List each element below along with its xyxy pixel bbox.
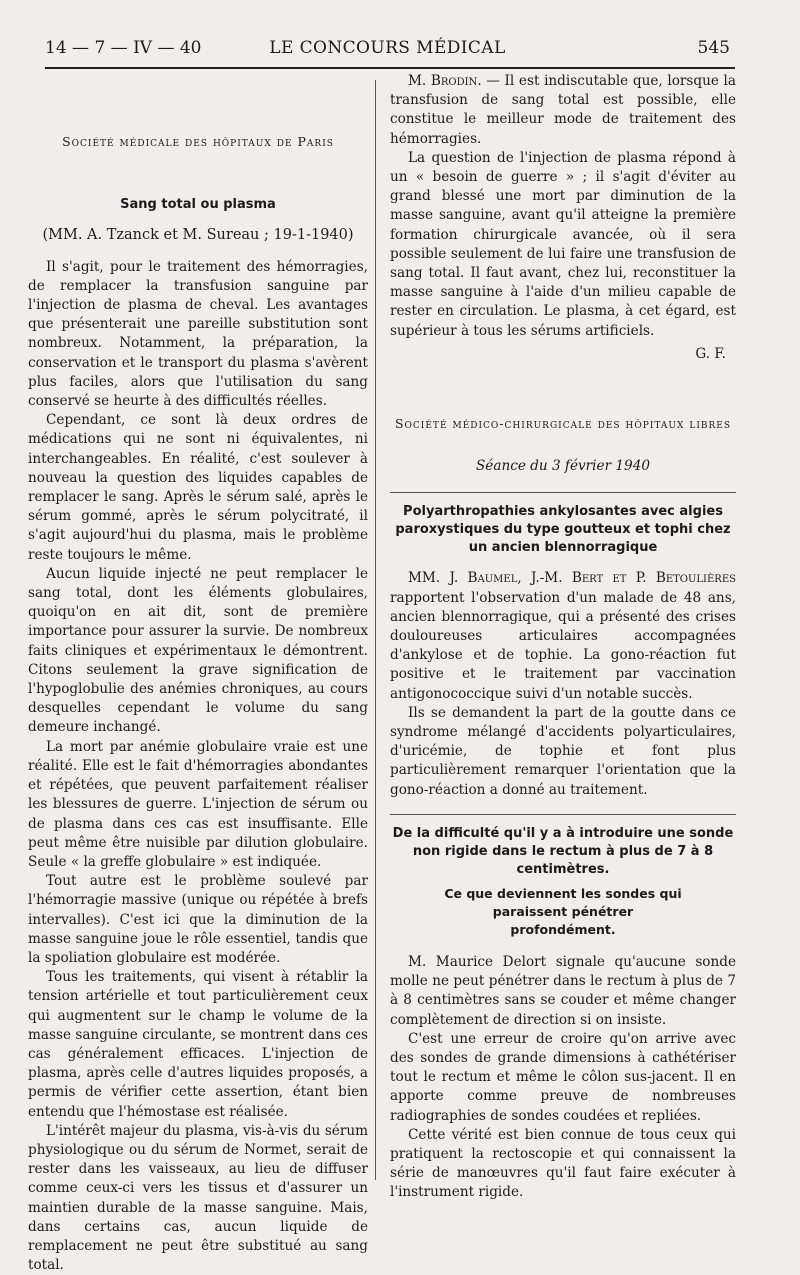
left-column	[28, 72, 368, 1275]
paragraph: Aucun liquide injecté ne peut remplacer le sang total, dont les éléments globulaires, quoiqu'on en ait dit, sont de première importance pour assurer la survie. De nombreux faits cliniques et expérimentaux le démontrent. Citons seulement la grave signification de l'hypoglobulie des anémies chroniques, au cours desquelles cependant le volume du sang demeure inchangé.	[28, 565, 368, 736]
issue-date: 14 — 7 — IV — 40	[45, 38, 202, 58]
paragraph: Cependant, ce sont là deux ordres de médications qui ne sont ni équivalentes, ni interchangeables. En réalité, c'est soulever à nouveau la question des liquides capables de remplacer le sang. Après le sérum salé, après le sérum gommé, après le sérum polycitraté, il s'agit aujourd'hui du plasma, mais le problème reste toujours le même.	[28, 412, 368, 563]
society-heading: Société médicale des hôpitaux de Paris	[62, 134, 334, 149]
paragraph: Tous les traitements, qui visent à rétablir la tension artérielle et tout particulièrement ceux qui augmentent sur le champ le volume de la masse sanguine circulante, se montrent dans ces cas généralement efficaces. L'injection de plasma, après celle d'autres liquides proposés, a permis de vérifier cette assertion, étant bien entendu que l'hémostase est réalisée.	[28, 969, 368, 1120]
article-title: Polyarthropathies ankylosantes avec algies paroxystiques du type goutteux et tophi chez un ancien blennorragique	[395, 504, 731, 556]
header-rule	[45, 67, 735, 69]
speaker-text: — Il est indiscutable que, lorsque la transfusion de sang total est possible, elle constitue le meilleur mode de traitement des hémorragies.	[390, 73, 736, 147]
section-rule	[390, 814, 736, 815]
paragraph: La mort par anémie globulaire vraie est une réalité. Elle est le fait d'hémorragies abondantes et répétées, que peuvent parfaitement réaliser les blessures de guerre. L'injection de sérum ou de plasma dans ces cas est insuffisante. Elle peut même être nuisible par dilution globulaire. Seule « la greffe globulaire » est indiquée.	[28, 738, 368, 870]
right-column	[390, 72, 736, 1203]
column-divider	[375, 80, 376, 1180]
paragraph: Tout autre est le problème soulevé par l'hémorragie massive (unique ou répétée à brefs intervalles). C'est ici que la diminution de la masse sanguine joue le rôle essentiel, tandis que la spoliation globulaire est modérée.	[28, 873, 368, 966]
session-date: Séance du 3 février 1940	[475, 458, 650, 475]
page-number: 545	[697, 38, 730, 58]
paragraph: La question de l'injection de plasma répond à un « besoin de guerre » ; il s'agit d'éviter au grand blessé une mort par diminution de la masse sanguine, avant qu'il atteigne la première formation chirurgicale avancée, où il sera possible seulement de lui faire une transfusion de sang total. Il faut avant, chez lui, reconstituer la masse sanguine à l'aide d'un milieu capable de rester en circulation. Le plasma, à cet égard, est supérieur à tous les sérums artificiels.	[390, 149, 736, 339]
paragraph: Il s'agit, pour le traitement des hémorragies, de remplacer la transfusion sanguine par l'injection de plasma de cheval. Les avantages que présenterait une pareille substitution sont nombreux. Notamment, la préparation, la conservation et le transport du plasma s'avèrent plus faciles, alors que l'utilisation du sang conservé se heurte à des difficultés réelles.	[28, 258, 368, 410]
journal-title: LE CONCOURS MÉDICAL	[269, 38, 506, 58]
paragraph: Cette vérité est bien connue de tous ceux qui pratiquent la rectoscopie et qui connaissent la série de manœuvres qu'il faut faire exécuter à l'instrument rigide.	[390, 1126, 736, 1201]
article-title: Sang total ou plasma	[120, 197, 276, 213]
signature: G. F.	[695, 345, 726, 362]
paragraph	[390, 72, 736, 149]
speaker-name: M. Brodin.	[408, 73, 482, 89]
page-header	[45, 38, 730, 64]
section-rule	[390, 492, 736, 493]
article-title: De la difficulté qu'il y a à introduire une sonde non rigide dans le rectum à plus de 7 à 8 centimètres.	[392, 825, 734, 877]
article-authors: M. Maurice Delort	[408, 953, 547, 970]
paragraph: L'intérêt majeur du plasma, vis-à-vis du sérum physiologique ou du sérum de Normet, serait de rester dans les vaisseaux, au lieu de diffuser comme ceux-ci vers les tissus et d'assurer un maintien durable de la masse sanguine. Mais, dans certains cas, aucun liquide de remplacement ne peut être substitué au sang total.	[28, 1122, 368, 1274]
paragraph: Ils se demandent la part de la goutte dans ce syndrome mélangé d'accidents polyarticulaires, d'uricémie, de tophie et font plus particulièrement remarquer l'orientation que la gono-réaction a donné au traitement.	[390, 704, 736, 798]
society-heading: Société médico-chirurgicale des hôpitaux libres	[394, 416, 732, 432]
article-authors: MM. J. Baumel, J.-M. Bert et P. Betoulières	[408, 570, 736, 587]
paragraph: C'est une erreur de croire qu'on arrive avec des sondes de grande dimensions à cathétériser tout le rectum et même le côlon sus-jacent. Il en apporte comme preuve de nombreuses radiographies de sondes coudées et repliées.	[390, 1030, 736, 1124]
paragraph: MM. J. Baumel, J.-M. Bert et P. Betoulières rapportent l'observation d'un malade de 48 ans, ancien blennorragique, qui a présenté des crises douloureuses articulaires accompagnées d'ankylose et de tophie. La gono-réaction fut positive et le traitement par vaccination antigonococcique suivi d'un notable succès.	[390, 570, 736, 702]
article-authors: (MM. A. Tzanck et M. Sureau ; 19-1-1940)	[42, 227, 354, 244]
paragraph: M. Maurice Delort signale qu'aucune sonde molle ne peut pénétrer dans le rectum à plus de 7 à 8 centimètres sans se couder et même changer complètement de direction si on insiste.	[390, 953, 736, 1028]
article-subtitle: Ce que deviennent les sondes qui paraissent pénétrer profondément.	[444, 885, 682, 937]
